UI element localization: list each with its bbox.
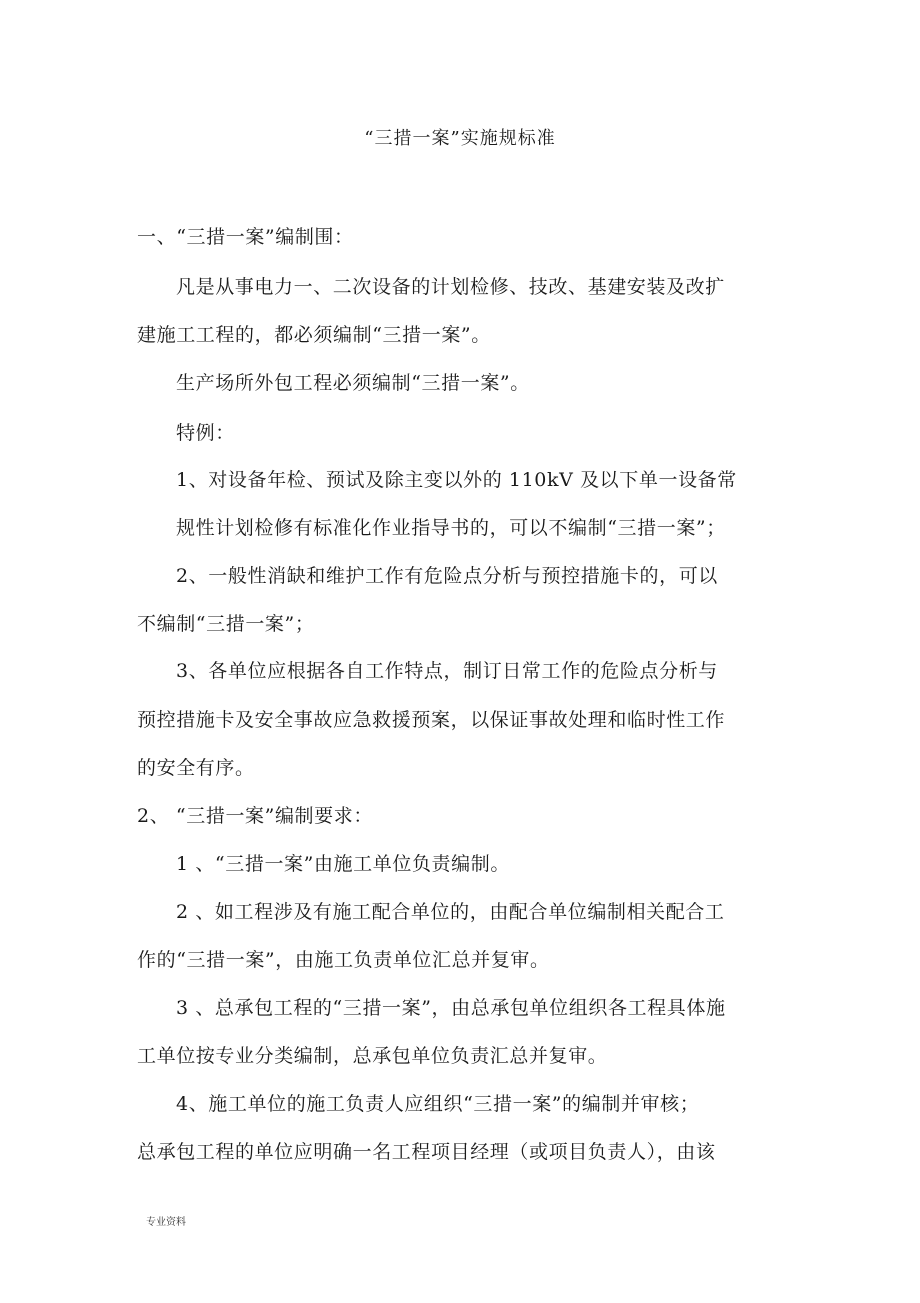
list-item-line: 1、对设备年检、预试及除主变以外的 110kV 及以下单一设备常 [176, 469, 737, 491]
list-item-line: 总承包工程的单位应明确一名工程项目经理（或项目负责人），由该 [137, 1141, 716, 1163]
list-item-line: 工单位按专业分类编制，总承包单位负责汇总并复审。 [137, 1045, 608, 1067]
list-item-line: 不编制“三措一案”； [137, 613, 315, 635]
list-item-line: 2、一般性消缺和维护工作有危险点分析与预控措施卡的，可以 [176, 565, 718, 587]
list-item-line: 规性计划检修有标准化作业指导书的，可以不编制“三措一案”； [176, 517, 726, 539]
section-heading-1: 一、“三措一案”编制围： [137, 226, 354, 248]
list-item-line: 作的“三措一案”，由施工负责单位汇总并复审。 [137, 949, 550, 971]
list-item-line: 预控措施卡及安全事故应急救援预案，以保证事故处理和临时性工作 [137, 709, 726, 731]
document-title: “三措一案”实施规标准 [364, 128, 556, 149]
list-item-line: 的安全有序。 [137, 757, 255, 779]
list-item-line: 1 、“三措一案”由施工单位负责编制。 [176, 853, 510, 875]
paragraph-line: 特例： [176, 422, 235, 444]
list-item-line: 3 、总承包工程的“三措一案”，由总承包单位组织各工程具体施 [176, 997, 726, 1019]
list-item-line: 2 、如工程涉及有施工配合单位的，由配合单位编制相关配合工 [176, 901, 725, 923]
list-item-line: 4、施工单位的施工负责人应组织“三措一案”的编制并审核； [176, 1093, 700, 1115]
paragraph-line: 凡是从事电力一、二次设备的计划检修、技改、基建安装及改扩 [176, 276, 725, 298]
section-heading-2: 2、 “三措一案”编制要求： [137, 805, 373, 827]
paragraph-line: 生产场所外包工程必须编制“三措一案”。 [176, 372, 530, 394]
page-footer: 专业资料 [146, 1217, 186, 1228]
paragraph-line: 建施工工程的，都必须编制“三措一案”。 [137, 324, 491, 346]
list-item-line: 3、各单位应根据各自工作特点，制订日常工作的危险点分析与 [176, 660, 718, 682]
